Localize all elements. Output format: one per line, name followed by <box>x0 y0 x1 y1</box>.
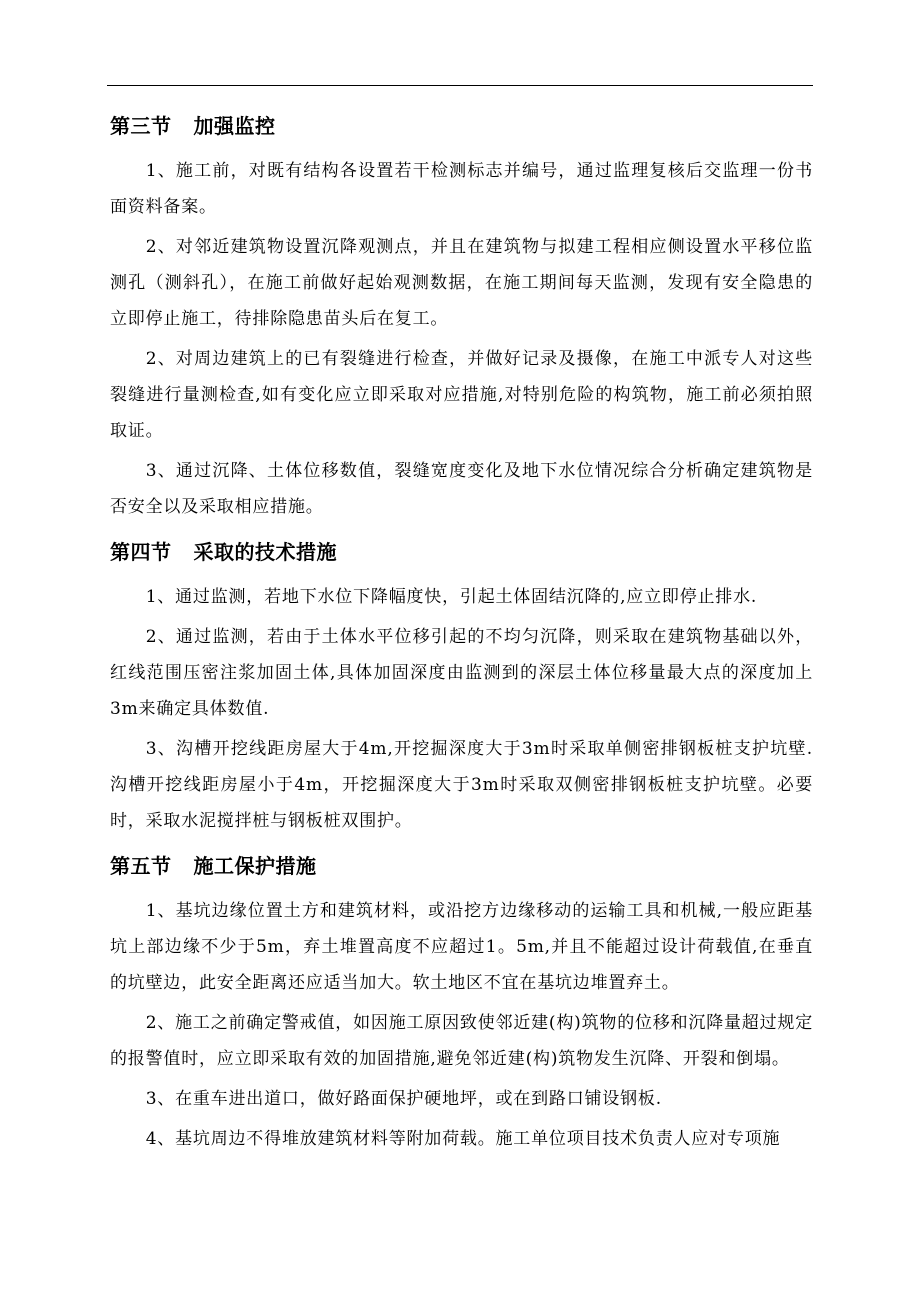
paragraph: 3、通过沉降、土体位移数值，裂缝宽度变化及地下水位情况综合分析确定建筑物是否安全以及采取相应措施。 <box>110 461 813 517</box>
section-number: 第三节 <box>110 114 172 138</box>
paragraph: 2、施工之前确定警戒值，如因施工原因致使邻近建(构)筑物的位移和沉降量超过规定的报警值时，应立即采取有效的加固措施,避免邻近建(构)筑物发生沉降、开裂和倒塌。 <box>110 1013 813 1069</box>
paragraph: 2、通过监测，若由于土体水平位移引起的不均匀沉降，则采取在建筑物基础以外，红线范围压密注浆加固土体,具体加固深度由监测到的深层土体位移量最大点的深度加上3m来确定具体数值. <box>110 627 813 719</box>
section-number: 第五节 <box>110 854 172 878</box>
paragraph: 1、基坑边缘位置土方和建筑材料，或沿挖方边缘移动的运输工具和机械,一般应距基坑上部边缘不少于5m，弃土堆置高度不应超过1。5m,并且不能超过设计荷载值,在垂直的坑壁边，此安全距离还应适当加大。软土地区不宜在基坑边堆置弃土。 <box>110 901 813 993</box>
section-title: 采取的技术措施 <box>193 540 337 564</box>
section-heading <box>110 843 813 893</box>
section-3 <box>110 103 813 525</box>
section-4 <box>110 529 813 839</box>
paragraph: 3、沟槽开挖线距房屋大于4m,开挖掘深度大于3m时采取单侧密排钢板桩支护坑壁.沟槽开挖线距房屋小于4m，开挖掘深度大于3m时采取双侧密排钢板桩支护坑壁。必要时，采取水泥搅拌桩与钢板桩双围护。 <box>110 739 813 831</box>
section-title: 加强监控 <box>193 114 276 138</box>
section-heading <box>110 103 813 153</box>
header-rule <box>107 85 813 86</box>
paragraph: 1、施工前，对既有结构各设置若干检测标志并编号，通过监理复核后交监理一份书面资料备案。 <box>110 161 813 217</box>
paragraph: 3、在重车进出道口，做好路面保护硬地坪，或在到路口铺设钢板. <box>145 1089 662 1109</box>
paragraph: 1、通过监测，若地下水位下降幅度快，引起土体固结沉降的,应立即停止排水. <box>145 587 758 607</box>
section-heading <box>110 529 813 579</box>
paragraph: 2、对周边建筑上的已有裂缝进行检查，并做好记录及摄像，在施工中派专人对这些裂缝进行量测检查,如有变化应立即采取对应措施,对特别危险的构筑物，施工前必须拍照取证。 <box>110 349 813 441</box>
section-5 <box>110 843 813 1157</box>
section-title: 施工保护措施 <box>193 854 317 878</box>
paragraph: 4、基坑周边不得堆放建筑材料等附加荷载。施工单位项目技术负责人应对专项施 <box>145 1129 781 1149</box>
paragraph: 2、对邻近建筑物设置沉降观测点，并且在建筑物与拟建工程相应侧设置水平移位监测孔（测斜孔），在施工前做好起始观测数据，在施工期间每天监测，发现有安全隐患的立即停止施工，待排除隐患苗头后在复工。 <box>110 237 813 329</box>
document-body <box>110 103 813 1161</box>
section-number: 第四节 <box>110 540 172 564</box>
